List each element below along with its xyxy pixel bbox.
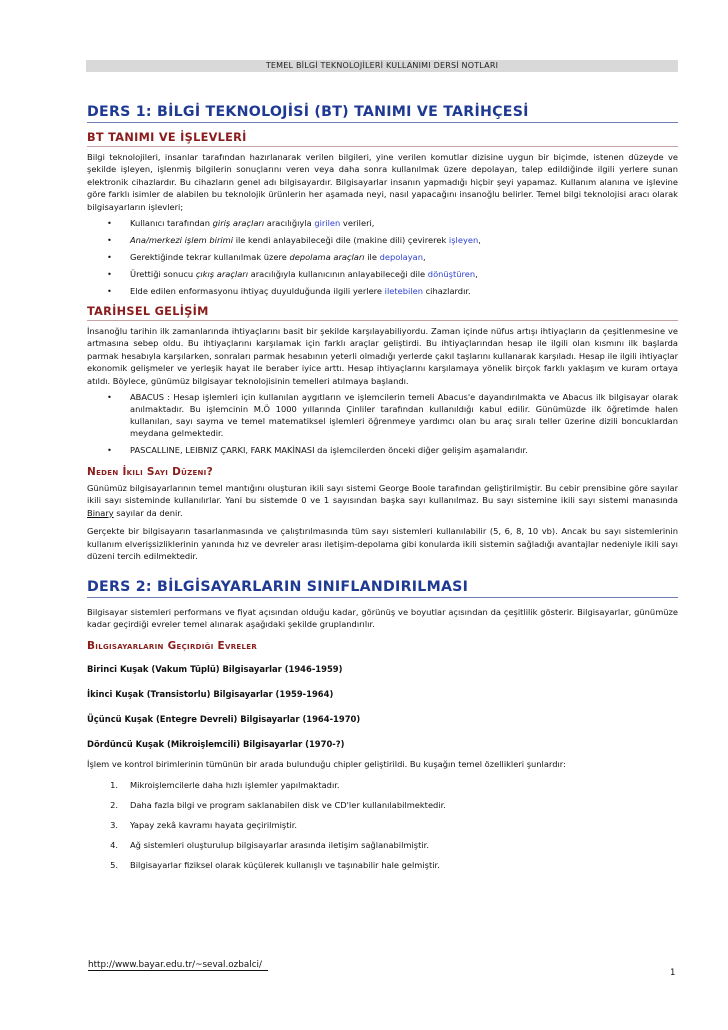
page-content — [87, 104, 678, 877]
list-item: • PASCALLINE, LEIBNIZ ÇARKI, FARK MAKİNASI da işlemcilerden önceki diğer gelişim aşamalarıdır. — [107, 445, 528, 456]
page-number: 1 — [670, 968, 676, 978]
list-item: • Ürettiği sonucu çıkış araçları aracılığıyla kullanıcının anlayabileceği dile dönüştüren, — [107, 269, 478, 280]
list-item: • ABACUS : Hesap işlemleri için kullanılan aygıtların ve işlemcilerin temeli Abacus'e dayandırılmakta ve Abacus ilk bilgisayar olarak anılmaktadır. Bu işlemcinin M.Ö 1000 yıllarında Çinliler tarafından kullanıldığı kabul edilir. Günümüzde ilk öğretimde halen kullanılan, sayı sayma ve temel matematiksel işlemleri öğrenmeye yardımcı olan bu araç sıralı teller üzerine dizili boncuklardan meydana gelmektedir. — [107, 392, 678, 439]
list-item: 3. Yapay zekâ kavramı hayata geçirilmiştir. — [110, 819, 298, 830]
stages-heading: Bilgisayarların Geçirdiği Evreler — [87, 640, 258, 653]
binary-paragraph-1: Günümüz bilgisayarlarının temel mantığını oluşturan ikili sayı sistemi George Boole tarafından geliştirilmiştir. Bu cebir prensibine göre sayılar ikili sayı sisteminde kullanılırlar. Yani bu sistemde 0 ve 1 sayısından başka sayı kullanılmaz. Bu sayı sistemine ikili sayı sistemi manasında Binary sayılar da denir. — [87, 483, 678, 518]
binary-heading: Neden İkili Sayı Düzeni? — [87, 466, 213, 479]
bullet-icon: • — [107, 218, 112, 229]
history-heading: TARİHSEL GELİŞİM — [87, 305, 678, 321]
binary-paragraph-2: Gerçekte bir bilgisayarın tasarlanmasında ve çalıştırılmasında tüm sayı sistemleri kullanılabilir (5, 6, 8, 10 vb). Ancak bu sayı sistemlerinin kullanım elverişsizliklerinin yanında hız ve devreler arası iletişim-depolama gibi konularda ikili sistemin sağladığı avantajlar nedeniyle ikili sayı düzeni tercih edilmektedir. — [87, 526, 678, 562]
bullet-icon: • — [107, 445, 112, 456]
functions-list — [87, 217, 678, 297]
footer-url-link[interactable]: http://www.bayar.edu.tr/~seval.ozbalci/ — [88, 960, 268, 971]
bullet-icon: • — [107, 235, 112, 246]
generation-4: Dördüncü Kuşak (Mikroişlemcili) Bilgisayarlar (1970-?) — [87, 739, 345, 750]
history-list — [87, 391, 678, 456]
running-header: TEMEL BİLGİ TEKNOLOJİLERİ KULLANIMI DERSİ NOTLARI — [86, 60, 678, 72]
list-item: 4. Ağ sistemleri oluşturulup bilgisayarlar arasında iletişim sağlanabilmiştir. — [110, 839, 429, 850]
list-item: • Kullanıcı tarafından giriş araçları aracılığıyla girilen verileri, — [107, 218, 375, 229]
lesson2-title: DERS 2: BİLGİSAYARLARIN SINIFLANDIRILMASI — [87, 579, 678, 598]
generation-3: Üçüncü Kuşak (Entegre Devreli) Bilgisayarlar (1964-1970) — [87, 714, 361, 725]
lesson1-title: DERS 1: BİLGİ TEKNOLOJİSİ (BT) TANIMI VE TARİHÇESİ — [87, 104, 678, 123]
definition-paragraph: Bilgi teknolojileri, insanlar tarafından hazırlanarak verilen bilgileri, yine verilen komutlar dizisine uygun bir biçimde, istenen düzeyde ve şekilde işleyen, işlenmiş bilgilerin sonuçlarını veren veya daha sonra kullanılmak üzere depolayan, talep edildiğinde ilgili yerlere sunan elektronik cihazlardır. Bu cihazların genel adı bilgisayardır. Bilgisayarlar insanın yapmadığı hiçbir şeyi yapamaz. Kullanım alanına ve işlevine göre farklı isimler de alabilen bu teknolojik ürünlerin her aşamada neyi, nasıl yapacağını insanoğlu belirler. Temel bilgi teknolojisi aracı olarak bilgisayarların işlevleri; — [87, 152, 678, 212]
fourth-generation-paragraph: İşlem ve kontrol birimlerinin tümünün bir arada bulunduğu chipler geliştirildi. Bu kuşağın temel özellikleri şunlardır: — [87, 759, 566, 770]
list-item: • Elde edilen enformasyonu ihtiyaç duyulduğunda ilgili yerlere iletebilen cihazlardır. — [107, 286, 471, 297]
definition-heading: BT TANIMI VE İŞLEVLERİ — [87, 131, 678, 147]
bullet-icon: • — [107, 252, 112, 263]
lesson2-paragraph: Bilgisayar sistemleri performans ve fiyat açısından olduğu kadar, görünüş ve boyutlar açısından da çeşitlilik gösterir. Bilgisayarlar, günümüze kadar geçirdiği evreler temel alınarak aşağıdaki şekilde gruplandırılır. — [87, 606, 678, 629]
list-item: • Ana/merkezi işlem birimi ile kendi anlayabileceği dile (makine dili) çevirerek işleyen, — [107, 235, 481, 246]
history-paragraph: İnsanoğlu tarihin ilk zamanlarında ihtiyaçlarını basit bir şekilde karşılayabiliyordu. Zaman içinde nüfus artışı ihtiyaçların da çeşitlenmesine ve artmasına sebep oldu. Bu ihtiyaçlarını karşılamak için farklı araçlar geliştirdi. Bu ihtiyaçlarından hesap ile ilgili olan kısmını ilk başlarda parmak hesabıyla karşılarken, sonraları parmak hesabının yeterli olmadığı yerlerde çakıl taşlarını kullanarak karşıladı. Hesap ile ilgili ihtiyaçlar ekonomik gelişmeler ve yerleşik hayat ile beraber iyice arttı. Hesap ihtiyaçlarını karşılamaya yönelik birçok farklı yaklaşım ve kuram ortaya atıldı. Böylece, günümüz bilgisayar teknolojisinin temelleri atılmaya başlandı. — [87, 326, 678, 386]
bullet-icon: • — [107, 286, 112, 297]
generation-1: Birinci Kuşak (Vakum Tüplü) Bilgisayarlar (1946-1959) — [87, 664, 343, 675]
bullet-icon: • — [107, 269, 112, 280]
list-item: 2. Daha fazla bilgi ve program saklanabilen disk ve CD'ler kullanılabilmektedir. — [110, 799, 446, 810]
list-item: 1. Mikroişlemcilerle daha hızlı işlemler yapılmaktadır. — [110, 779, 340, 790]
bullet-icon: • — [107, 392, 112, 403]
list-item: 5. Bilgisayarlar fiziksel olarak küçülerek kullanışlı ve taşınabilir hale gelmiştir. — [110, 859, 440, 870]
features-list — [87, 779, 678, 871]
generation-2: İkinci Kuşak (Transistorlu) Bilgisayarlar (1959-1964) — [87, 689, 334, 700]
list-item: • Gerektiğinde tekrar kullanılmak üzere depolama araçları ile depolayan, — [107, 252, 426, 263]
